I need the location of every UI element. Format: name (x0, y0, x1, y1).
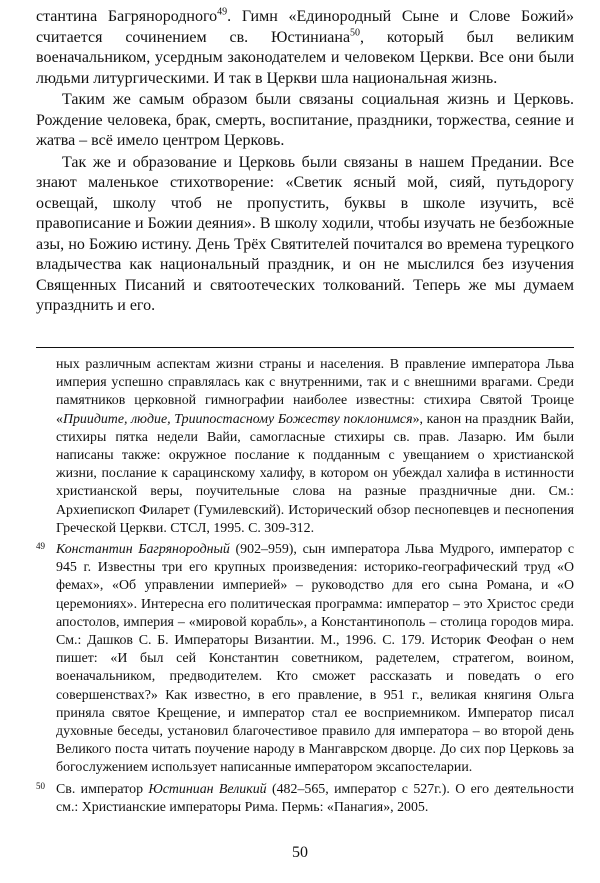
footnote-49 (36, 541, 574, 778)
footnote-separator (36, 347, 574, 348)
footnote-50-text: (482–565, император с 527г.). О его деятельности см.: Христианские императоры Рима. Пермь: «Панагия», 2005. (56, 781, 574, 815)
page-number: 50 (292, 844, 308, 861)
p1-text-b: . Гимн «Единородный Сыне и Слове Божий» считается сочинением св. Юстиниана (36, 8, 574, 46)
cont-text-b: », канон на праздник Вайи, стихиры пятка недели Вайи, самогласные стихиры св. прав. Лазарю. Им были написаны также: окружное послание к подданным с увещанием о христианской жизни, послание к сарацинскому халифу, в котором он убеждал халифа в истинности христианской веры, поучительные слова на разные праздничные дни. См.: Архиепископ Филарет (Гумилевский). Исторический обзор песнопевцев и песнопения Греческой Церкви. СТСЛ, 1995. С. 309-312. (56, 411, 574, 536)
paragraph-3: Так же и образование и Церковь были связаны в нашем Предании. Все знают маленькое стихотворение: «Светик ясный мой, сияй, путьдорогу освещай, школу чтоб не пропустить, буквы в школе изучить, всё правописание и Божии деяния». В школу ходили, чтобы изучать не безбожные азы, но Божию истину. День Трёх Святителей почитался во времена турецкого владычества как национальный праздник, и он не мыслился без изучения Священных Писаний и святоотеческих толкований. Теперь же мы думаем упразднить и его. (36, 153, 574, 314)
main-text (36, 7, 574, 317)
cont-italic-title: Приидите, людие, Триипостасному Божеству поклонимся (62, 411, 413, 427)
paragraph-2: Таким же самым образом были связаны социальная жизнь и Церковь. Рождение человека, брак, смерть, воспитание, праздники, торжества, сеяние и жатва – всё имело центром Церковь. (36, 91, 574, 149)
footnote-49-name: Константин Багрянородный (56, 542, 230, 558)
footnote-continuation (36, 356, 574, 538)
footnote-50-number: 50 (36, 780, 45, 791)
footnote-50-pre: Св. император (56, 781, 149, 797)
cont-text-a: ных различным аспектам жизни страны и населения. В правление императора Льва империя успешно справлялась как с внутренними, так и с внешними врагами. Среди памятников церковной гимнографии наиболее известны: стихира Святой Троице « (56, 357, 574, 427)
footnote-49-text: (902–959), сын императора Льва Мудрого, император с 945 г. Известны три его крупных произведения: историко-географический труд «О фемах», «Об управлении империей» – руководство для его сына Романа, и «О церемониях». Интересна его политическая программа: император – это Христос среди апостолов, империя – «мировой корабль», а Константинополь – столица городов мира. См.: Дашков С. Б. Императоры Византии. М., 1996. С. 179. Историк Феофан о нем пишет: «И был сей Константин советником, радетелем, стратегом, воином, военачальником, предводителем. Кто сможет рассказать и поведать о его совершенствах?» Как известно, в его правление, в 951 г., великая княгиня Ольга приняла святое Крещение, и император стал ее восприемником. Император писал духовные беседы, установил благочестивое правило для императора – во второй день Великого поста читать поучение народу в Мангаврском дворце. До сих пор Церковь за богослужением использует написанные императором эксапостеларии. (56, 542, 574, 776)
footnote-50 (36, 781, 574, 817)
paragraph-1 (36, 7, 574, 89)
footnotes (36, 356, 574, 817)
footnote-ref-49[interactable]: 49 (217, 6, 228, 18)
p1-text-a: стантина Багрянородного (36, 8, 218, 25)
footnote-50-name: Юстиниан Великий (148, 781, 267, 797)
footnote-49-number: 49 (36, 541, 45, 552)
p1-text-c: , который был великим военачальником, усердным законодателем и человеком Церкви. Все они были людьми литургическими. И так в Церкви шла национальная жизнь. (36, 28, 574, 87)
footnote-ref-50[interactable]: 50 (350, 27, 361, 39)
